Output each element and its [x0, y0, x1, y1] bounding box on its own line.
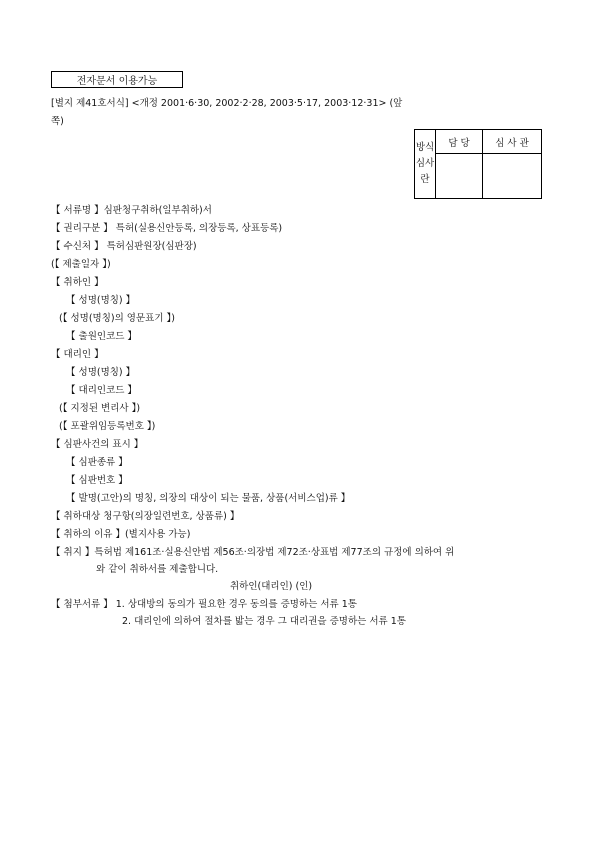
- attachment-item-2: 2. 대리인에 의하여 절차를 밟는 경우 그 대리권을 증명하는 서류 1통: [122, 616, 406, 627]
- examiner-header: 심 사 관: [483, 130, 542, 154]
- withdrawal-reason-field: 【 취하의 이유 】(별지사용 가능): [51, 529, 191, 540]
- purpose-statement-continued: 와 같이 취하서를 제출합니다.: [96, 564, 219, 575]
- withdrawer-section: 【 취하인 】: [51, 277, 104, 288]
- review-section-label: 방식심사란: [415, 130, 436, 199]
- agent-name-field: 【 성명(명칭) 】: [66, 367, 136, 378]
- right-type-field: 【 권리구분 】 특허(실용신안등록, 의장등록, 상표등록): [51, 223, 283, 234]
- designated-attorney-field: (【 지정된 변리사 】): [59, 403, 141, 414]
- trial-number-field: 【 심판번호 】: [66, 475, 128, 486]
- form-header: [별지 제41호서식] <개정 2001·6·30, 2002·2·28, 2003·5·17, 2003·12·31> (앞: [51, 98, 403, 109]
- staff-signature-cell: [436, 154, 483, 199]
- agent-section: 【 대리인 】: [51, 349, 104, 360]
- document-name-field: 【 서류명 】심판청구취하(일부취하)서: [51, 205, 212, 216]
- purpose-statement: 【 취지 】특허법 제161조·실용신안법 제56조·의장법 제72조·상표법 제77조의 규정에 의하여 위: [51, 547, 455, 558]
- agent-code-field: 【 대리인코드 】: [66, 385, 137, 396]
- e-document-badge: 전자문서 이용가능: [51, 71, 183, 88]
- withdrawer-name-field: 【 성명(명칭) 】: [66, 295, 136, 306]
- submission-date-field: (【 제출일자 】): [51, 259, 111, 270]
- examiner-signature-cell: [483, 154, 542, 199]
- case-indication-section: 【 심판사건의 표시 】: [51, 439, 144, 450]
- applicant-code-field: 【 출원인코드 】: [66, 331, 137, 342]
- withdrawer-signature-line: 취하인(대리인) (인): [230, 581, 313, 592]
- recipient-field: 【 수신처 】 특허심판원장(심판장): [51, 241, 197, 252]
- attachment-item-1: 【 첨부서류 】 1. 상대방의 동의가 필요한 경우 동의를 증명하는 서류 1통: [51, 599, 357, 610]
- staff-header: 담 당: [436, 130, 483, 154]
- review-stamp-table: [414, 129, 542, 199]
- withdrawn-claims-field: 【 취하대상 청구항(의장일련번호, 상품류) 】: [51, 511, 240, 522]
- withdrawer-english-name-field: (【 성명(명칭)의 영문표기 】): [59, 313, 175, 324]
- invention-title-field: 【 발명(고안)의 명칭, 의장의 대상이 되는 물품, 상품(서비스업)류 】: [66, 493, 351, 504]
- trial-type-field: 【 심판종류 】: [66, 457, 128, 468]
- general-power-number-field: (【 포괄위임등록번호 】): [59, 421, 156, 432]
- form-header-continued: 쪽): [51, 116, 64, 127]
